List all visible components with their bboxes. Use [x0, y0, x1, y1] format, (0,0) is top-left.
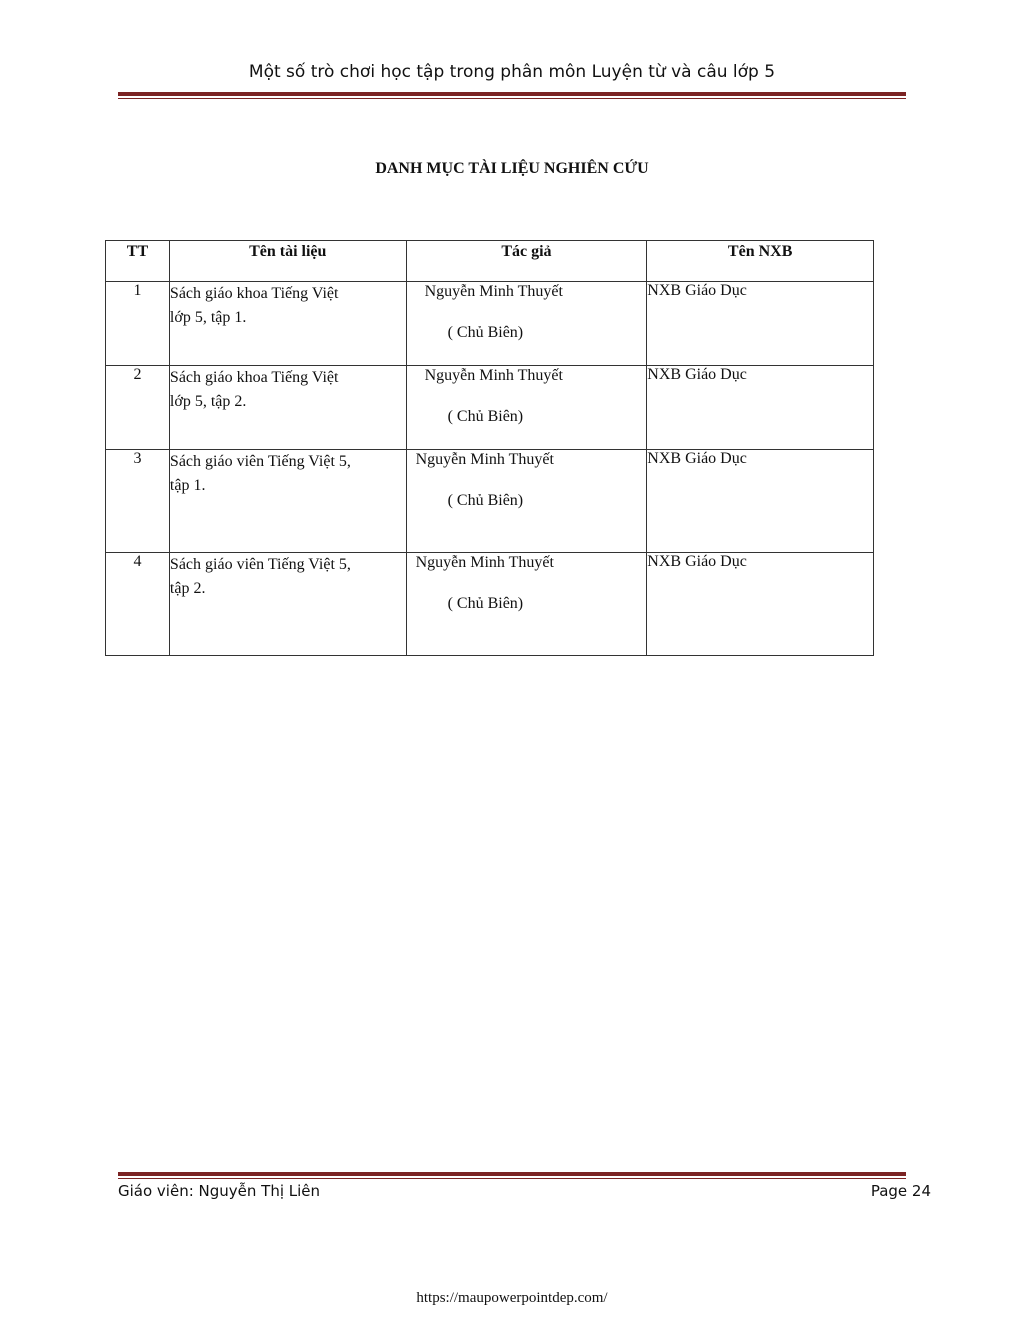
- document-title-line1: Sách giáo viên Tiếng Việt 5,: [169, 556, 351, 573]
- column-header-publisher: Tên NXB: [647, 241, 874, 282]
- author-cell: [406, 450, 647, 553]
- page-header-title: Một số trò chơi học tập trong phân môn Luyện từ và câu lớp 5: [248, 62, 776, 82]
- header-divider-thin: [118, 98, 906, 99]
- author-cell: [406, 553, 647, 656]
- document-title-cell: [169, 553, 406, 656]
- footer-divider: [118, 1172, 906, 1179]
- document-title-line1: Sách giáo khoa Tiếng Việt: [169, 369, 339, 386]
- column-header-tt: TT: [106, 241, 170, 282]
- author-name: Nguyễn Minh Thuyết: [424, 283, 563, 300]
- site-url-link[interactable]: https://maupowerpointdep.com/: [416, 1290, 608, 1306]
- author-role: ( Chủ Biên): [447, 408, 524, 425]
- table-row: [106, 450, 874, 553]
- column-header-author: Tác giả: [406, 241, 647, 282]
- document-title-cell: [169, 450, 406, 553]
- publisher-cell: NXB Giáo Dục: [647, 366, 874, 450]
- column-header-title: Tên tài liệu: [169, 241, 406, 282]
- author-name: Nguyễn Minh Thuyết: [415, 451, 554, 468]
- author-name: Nguyễn Minh Thuyết: [424, 367, 563, 384]
- row-number: 1: [106, 282, 170, 366]
- author-name: Nguyễn Minh Thuyết: [415, 554, 554, 571]
- row-number: 4: [106, 553, 170, 656]
- document-title-line2: lớp 5, tập 1.: [169, 309, 247, 326]
- footer-divider-thick: [118, 1172, 906, 1176]
- header-divider: [118, 92, 906, 99]
- document-title-line1: Sách giáo viên Tiếng Việt 5,: [169, 453, 351, 470]
- table-row: [106, 553, 874, 656]
- document-title-line2: tập 1.: [169, 477, 206, 494]
- publisher-cell: NXB Giáo Dục: [647, 553, 874, 656]
- section-heading: DANH MỤC TÀI LIỆU NGHIÊN CỨU: [375, 160, 649, 177]
- document-title-line2: lớp 5, tập 2.: [169, 393, 247, 410]
- table-header-row: [106, 241, 874, 282]
- table-row: [106, 282, 874, 366]
- footer-teacher: Giáo viên: Nguyễn Thị Liên: [118, 1182, 321, 1200]
- document-title-line1: Sách giáo khoa Tiếng Việt: [169, 285, 339, 302]
- author-role: ( Chủ Biên): [447, 595, 524, 612]
- document-title-cell: [169, 366, 406, 450]
- page-number: Page 24: [870, 1182, 931, 1200]
- table-row: [106, 366, 874, 450]
- author-cell: [406, 366, 647, 450]
- row-number: 2: [106, 366, 170, 450]
- author-role: ( Chủ Biên): [447, 492, 524, 509]
- document-title-line2: tập 2.: [169, 580, 206, 597]
- footer-divider-thin: [118, 1178, 906, 1179]
- references-table: [105, 240, 874, 656]
- publisher-cell: NXB Giáo Dục: [647, 450, 874, 553]
- document-title-cell: [169, 282, 406, 366]
- author-cell: [406, 282, 647, 366]
- author-role: ( Chủ Biên): [447, 324, 524, 341]
- header-divider-thick: [118, 92, 906, 96]
- row-number: 3: [106, 450, 170, 553]
- publisher-cell: NXB Giáo Dục: [647, 282, 874, 366]
